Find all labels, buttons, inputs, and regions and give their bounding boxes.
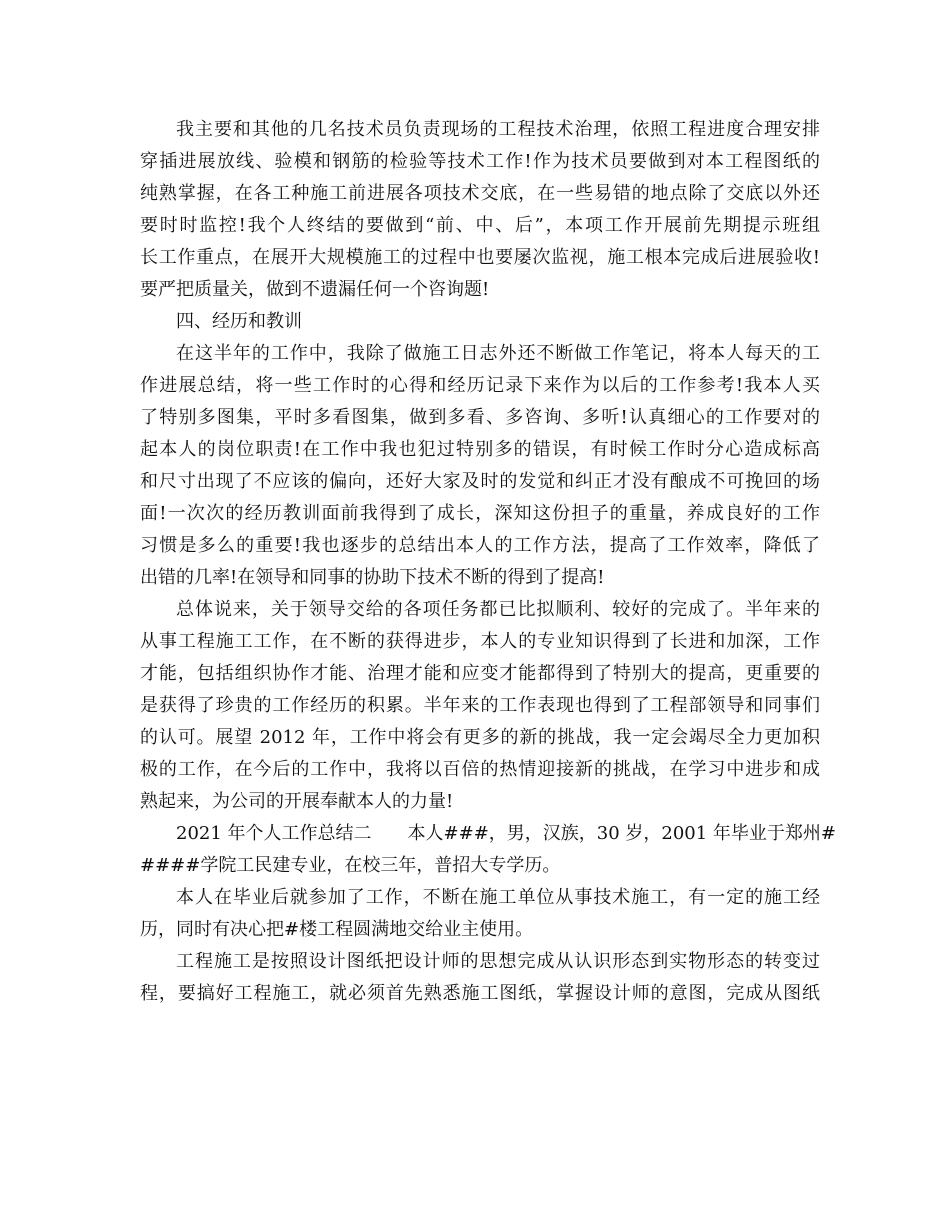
paragraph-line: 从事工程施工工作，在不断的获得进步，本人的专业知识得到了长进和加深，工作 [140, 631, 820, 652]
paragraph-line: 总体说来，关于领导交给的各项任务都已比拟顺利、较好的完成了。半年来的 [176, 599, 820, 620]
section-heading: 四、经历和教训 [176, 311, 302, 332]
paragraph-line: 才能，包括组织协作才能、治理才能和应变才能都得到了特别大的提高，更重要的 [140, 663, 820, 684]
paragraph-line: 程，要搞好工程施工，就必须首先熟悉施工图纸，掌握设计师的意图，完成从图纸 [140, 983, 820, 1004]
paragraph-line: 起本人的岗位职责!在工作中我也犯过特别多的错误，有时候工作时分心造成标高 [140, 439, 820, 460]
paragraph-line: 在这半年的工作中，我除了做施工日志外还不断做工作笔记，将本人每天的工 [176, 343, 820, 364]
paragraph-line: 历，同时有决心把#楼工程圆满地交给业主使用。 [140, 919, 534, 940]
paragraph-line: 我主要和其他的几名技术员负责现场的工程技术治理，依照工程进度合理安排 [176, 119, 820, 140]
paragraph-line: 工程施工是按照设计图纸把设计师的思想完成从认识形态到实物形态的转变过 [176, 951, 820, 972]
paragraph-line: 本人在毕业后就参加了工作，不断在施工单位从事技术施工，有一定的施工经 [176, 887, 820, 908]
document-body [140, 114, 837, 1010]
paragraph-line: 出错的几率!在领导和同事的协助下技术不断的得到了提高! [140, 567, 605, 588]
paragraph-line: 极的工作，在今后的工作中，我将以百倍的热情迎接新的挑战，在学习中进步和成 [140, 759, 820, 780]
paragraph-line: 作进展总结，将一些工作时的心得和经历记录下来作为以后的工作参考!我本人买 [140, 375, 820, 396]
paragraph-line: 的认可。展望 2012 年，工作中将会有更多的新的挑战，我一定会竭尽全力更加积 [140, 727, 820, 748]
paragraph-line: 要严把质量关，做到不遗漏任何一个咨询题! [140, 279, 490, 300]
paragraph-line: 长工作重点，在展开大规模施工的过程中也要屡次监视，施工根本完成后进展验收! [140, 247, 820, 268]
paragraph-line: 2021 年个人工作总结二 本人###，男，汉族，30 岁，2001 年毕业于郑州# [176, 823, 837, 844]
paragraph-line: 纯熟掌握，在各工种施工前进展各项技术交底，在一些易错的地点除了交底以外还 [140, 183, 820, 204]
paragraph-line: ####学院工民建专业，在校三年，普招大专学历。 [140, 855, 561, 876]
paragraph-line: 和尺寸出现了不应该的偏向，还好大家及时的发觉和纠正才没有酿成不可挽回的场 [140, 471, 820, 492]
paragraph-line: 熟起来，为公司的开展奉献本人的力量! [140, 791, 454, 812]
paragraph-line: 习惯是多么的重要!我也逐步的总结出本人的工作方法，提高了工作效率，降低了 [140, 535, 820, 556]
paragraph-line: 要时时监控!我个人终结的要做到“前、中、后”，本项工作开展前先期提示班组 [140, 215, 820, 236]
paragraph-line: 了特别多图集，平时多看图集，做到多看、多咨询、多听!认真细心的工作要对的 [140, 407, 820, 428]
paragraph-line: 是获得了珍贵的工作经历的积累。半年来的工作表现也得到了工程部领导和同事们 [140, 695, 820, 716]
paragraph-line: 穿插进展放线、验模和钢筋的检验等技术工作!作为技术员要做到对本工程图纸的 [140, 151, 820, 172]
paragraph-line: 面!一次次的经历教训面前我得到了成长，深知这份担子的重量，养成良好的工作 [140, 503, 820, 524]
